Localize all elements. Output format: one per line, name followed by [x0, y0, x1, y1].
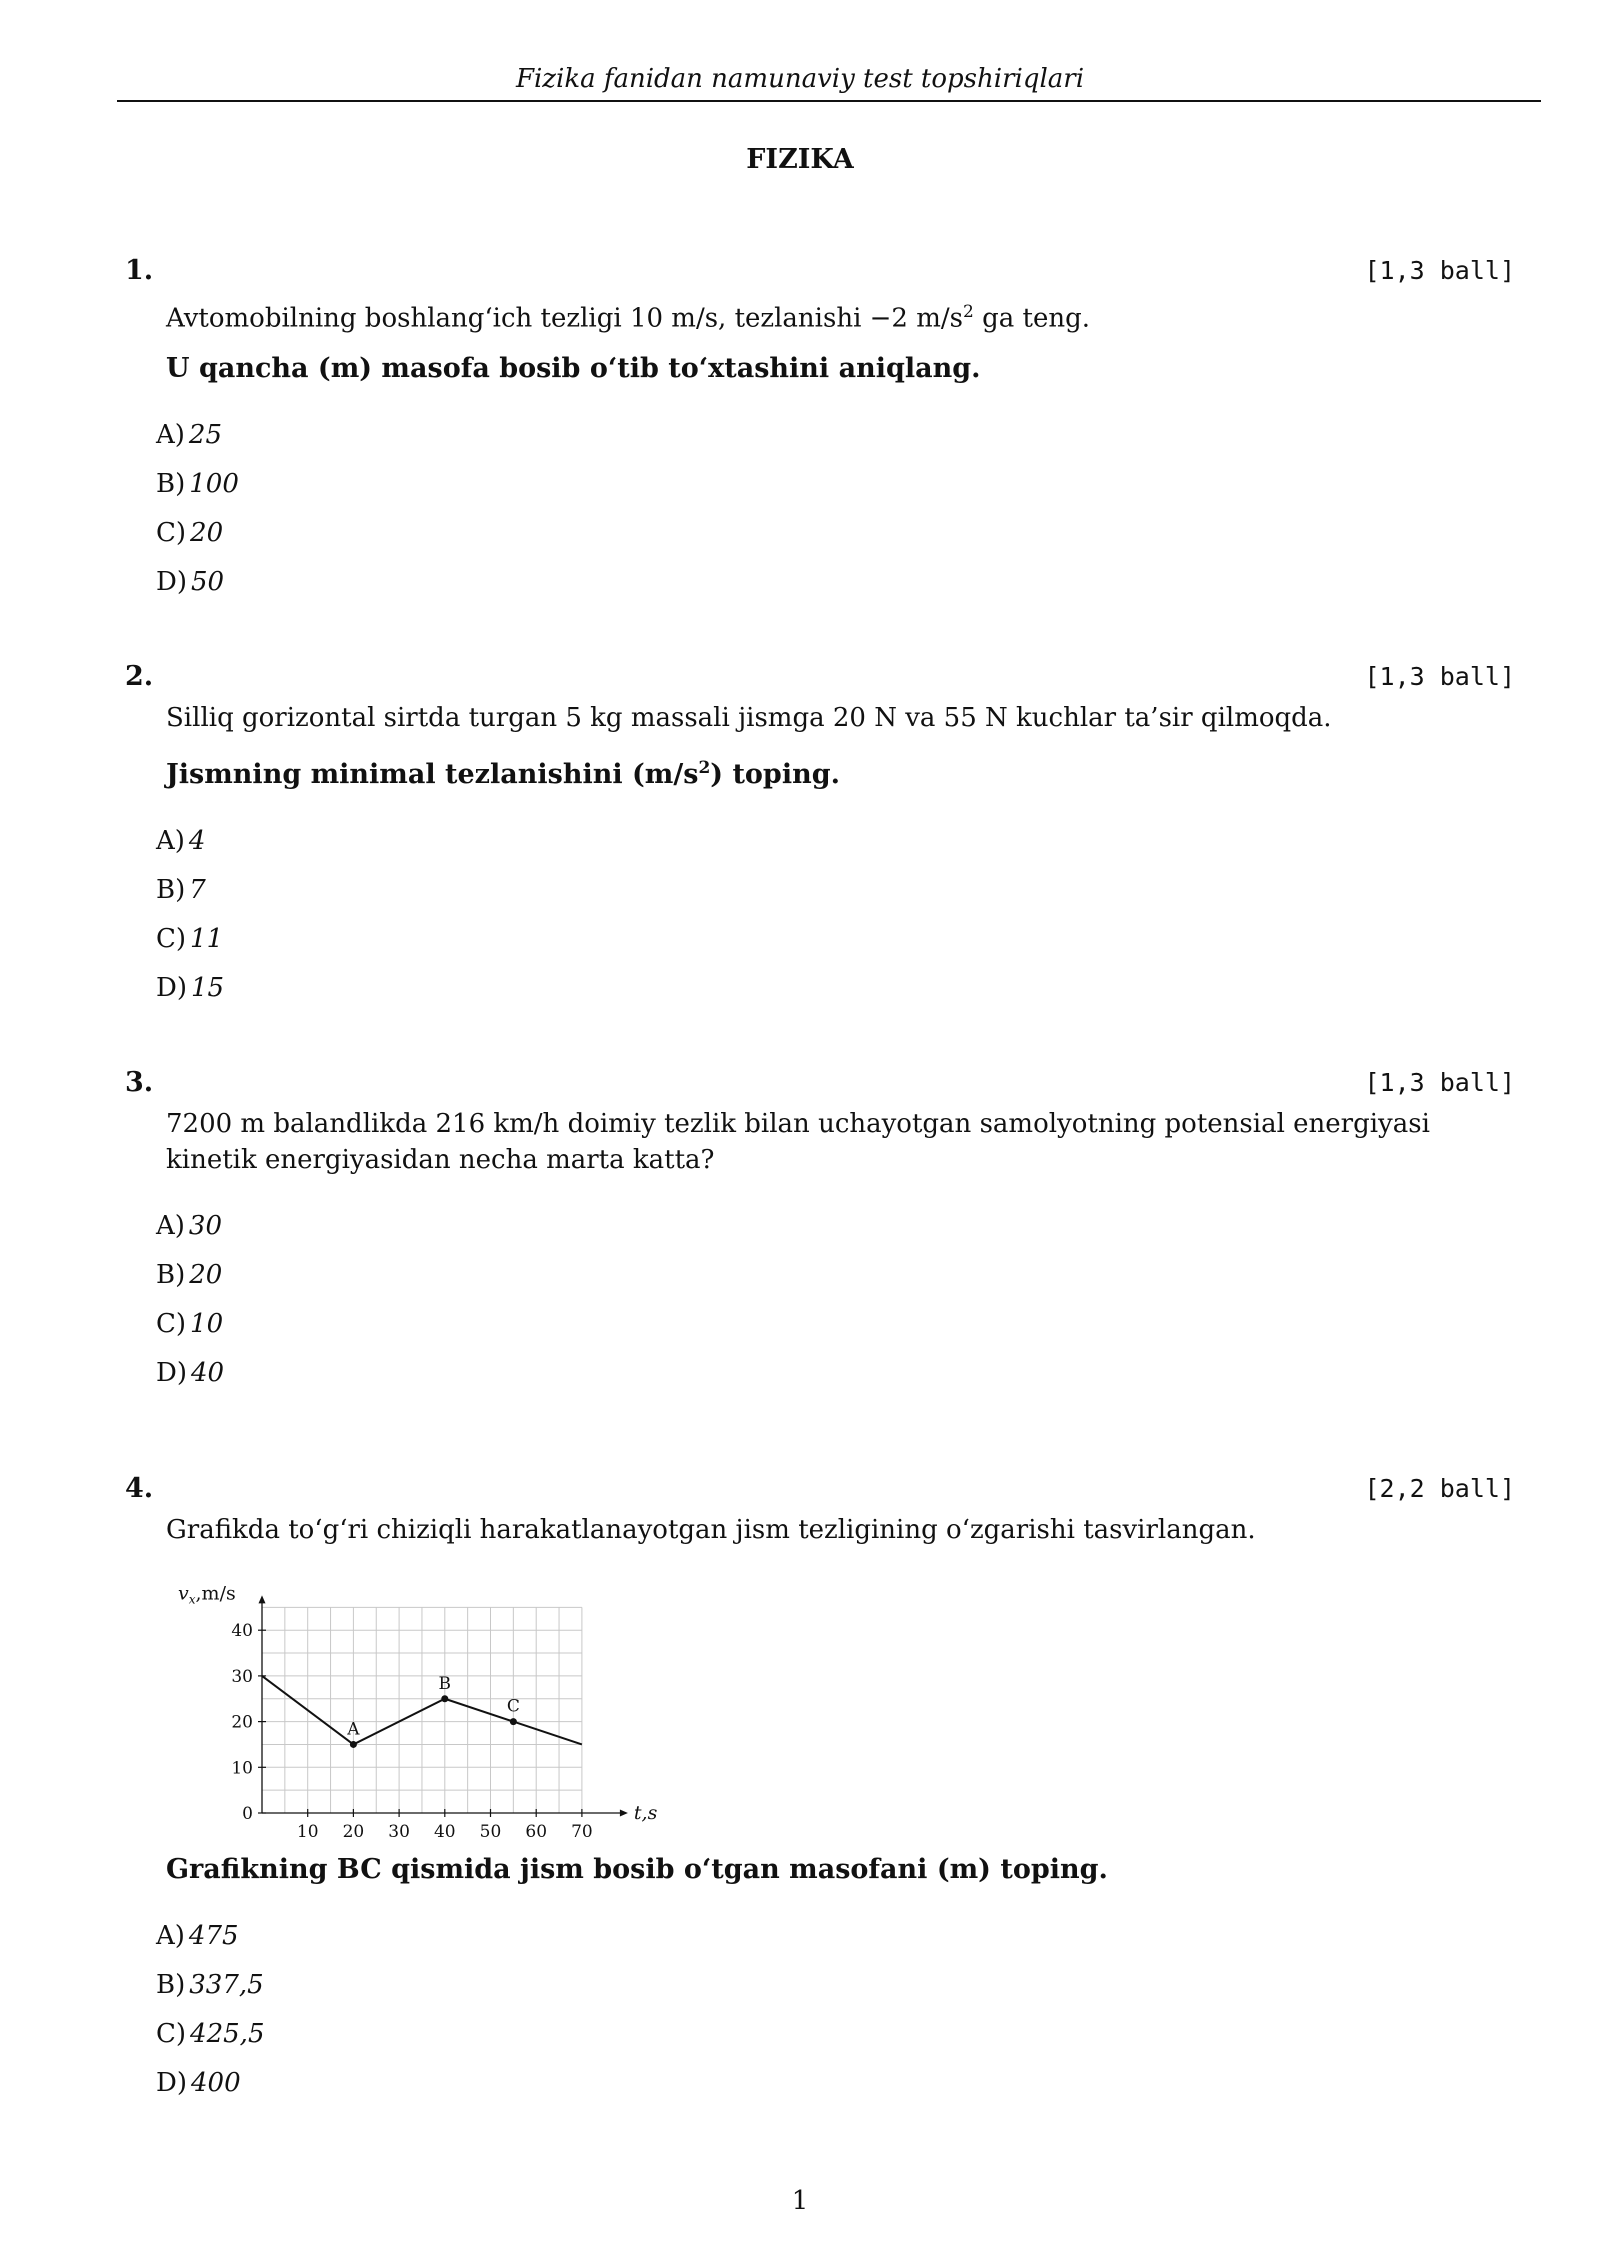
option-value: 20 [190, 517, 224, 548]
question-number: 2. [125, 661, 154, 692]
option-label: A) [156, 1211, 185, 1241]
question-score: [2,2 ball] [1364, 1474, 1515, 1503]
option-value: 425,5 [190, 2019, 265, 2049]
option-label: B) [156, 1970, 186, 2000]
option-value: 30 [188, 1211, 223, 1241]
option-label: B) [156, 875, 186, 905]
question-prompt: Grafikning BC qismida jism bosib o‘tgan masofani (m) toping. [166, 1854, 1108, 1885]
question-text-part: ga teng. [973, 303, 1090, 334]
answer-option-b[interactable] [156, 1965, 1515, 2014]
question-prompt [166, 750, 1515, 793]
answer-options [156, 1206, 1515, 1402]
answer-option-b[interactable] [156, 1255, 1515, 1304]
option-label: B) [156, 468, 186, 499]
x-axis-title: t,s [633, 1802, 658, 1824]
question-prompt: U qancha (m) masofa bosib o‘tib to‘xtashini aniqlang. [166, 352, 981, 384]
superscript: 2 [698, 758, 711, 778]
point-a-label: A [347, 1719, 360, 1740]
velocity-chart-svg [166, 1568, 686, 1838]
point-c-marker [510, 1718, 517, 1725]
y-axis-title: $v_x,m/s$ [178, 1582, 236, 1607]
option-value: 10 [190, 1309, 224, 1339]
point-a-marker [350, 1741, 357, 1748]
question-text: Silliq gorizontal sirtda turgan 5 kg massali jismga 20 N va 55 N kuchlar ta’sir qilmoqda. [166, 703, 1332, 733]
running-header: Fizika fanidan namunaviy test topshiriqlari [515, 64, 1085, 94]
x-axis-arrow [620, 1810, 628, 1817]
option-label: C) [156, 2019, 187, 2049]
answer-option-c[interactable] [156, 2014, 1515, 2063]
option-label: A) [156, 419, 185, 450]
x-tick-label: 50 [479, 1822, 502, 1838]
answer-options [156, 415, 1515, 611]
answer-option-c[interactable] [156, 1304, 1515, 1353]
question-score: [1,3 ball] [1364, 1068, 1515, 1097]
y-tick-label: 30 [231, 1666, 253, 1687]
option-value: 11 [190, 924, 224, 954]
question-score: [1,3 ball] [1364, 256, 1515, 285]
question-number: 3. [125, 1067, 154, 1098]
question-prompt-part: ) toping. [710, 759, 840, 790]
answer-option-d[interactable] [156, 968, 1515, 1017]
option-value: 100 [189, 468, 239, 499]
question-text [166, 294, 1515, 337]
option-label: B) [156, 1260, 186, 1290]
option-label: D) [156, 1358, 187, 1388]
question-4 [125, 1472, 1515, 2112]
option-value: 50 [191, 566, 225, 597]
answer-option-a[interactable] [156, 415, 1515, 464]
option-value: 337,5 [189, 1970, 264, 2000]
option-value: 40 [191, 1358, 225, 1388]
superscript: 2 [963, 302, 974, 322]
question-2 [125, 660, 1515, 1017]
question-3 [125, 1066, 1515, 1402]
option-label: D) [156, 973, 187, 1003]
answer-option-a[interactable] [156, 1206, 1515, 1255]
question-text: Grafikda to‘g‘ri chiziqli harakatlanayotgan jism tezligining o‘zgarishi tasvirlangan. [166, 1515, 1256, 1545]
option-value: 475 [188, 1921, 239, 1951]
y-tick-label: 0 [242, 1804, 253, 1824]
option-label: C) [156, 924, 187, 954]
x-tick-label: 70 [571, 1822, 593, 1838]
answer-option-b[interactable] [156, 464, 1515, 513]
answer-options [156, 1916, 1515, 2112]
option-label: D) [156, 566, 187, 597]
page-number: 1 [791, 2186, 809, 2216]
question-number: 4. [125, 1473, 154, 1504]
x-tick-label: 20 [342, 1822, 365, 1838]
x-tick-label: 30 [388, 1822, 410, 1838]
answer-option-c[interactable] [156, 919, 1515, 968]
velocity-chart [166, 1568, 686, 1838]
answer-option-b[interactable] [156, 870, 1515, 919]
y-axis-arrow [259, 1595, 266, 1603]
option-label: C) [156, 1309, 187, 1339]
x-tick-label: 10 [296, 1822, 319, 1838]
question-number: 1. [125, 255, 154, 286]
point-b-marker [441, 1695, 448, 1702]
option-value: 15 [191, 973, 225, 1003]
question-prompt-part: Jismning minimal tezlanishini (m/s [166, 759, 699, 790]
y-tick-label: 40 [231, 1621, 253, 1642]
y-tick-label: 10 [231, 1758, 253, 1779]
document-title: FIZIKA [746, 144, 854, 175]
answer-option-a[interactable] [156, 1916, 1515, 1965]
option-value: 25 [188, 419, 223, 450]
answer-options [156, 821, 1515, 1017]
y-tick-label: 20 [231, 1712, 253, 1733]
answer-option-d[interactable] [156, 2063, 1515, 2112]
option-value: 4 [188, 826, 206, 856]
question-1 [125, 254, 1515, 611]
answer-option-d[interactable] [156, 1353, 1515, 1402]
option-label: A) [156, 1921, 185, 1951]
answer-option-d[interactable] [156, 562, 1515, 611]
option-value: 400 [191, 2068, 241, 2098]
answer-option-c[interactable] [156, 513, 1515, 562]
point-b-label: B [438, 1673, 452, 1694]
question-score: [1,3 ball] [1364, 662, 1515, 691]
question-text-part: Avtomobilning boshlang‘ich tezligi 10 m/s, tezlanishi −2 m/s [166, 303, 963, 334]
point-c-label: C [506, 1696, 520, 1717]
answer-option-a[interactable] [156, 821, 1515, 870]
option-value: 20 [189, 1260, 223, 1290]
question-text: 7200 m balandlikda 216 km/h doimiy tezlik bilan uchayotgan samolyotning potensial energiyasi kinetik energiyasidan necha marta katta? [166, 1109, 1430, 1175]
option-label: D) [156, 2068, 187, 2098]
x-tick-label: 60 [525, 1822, 548, 1838]
option-label: C) [156, 517, 187, 548]
option-label: A) [156, 826, 185, 856]
header-rule [117, 100, 1541, 102]
option-value: 7 [189, 875, 206, 905]
x-tick-label: 40 [433, 1822, 456, 1838]
